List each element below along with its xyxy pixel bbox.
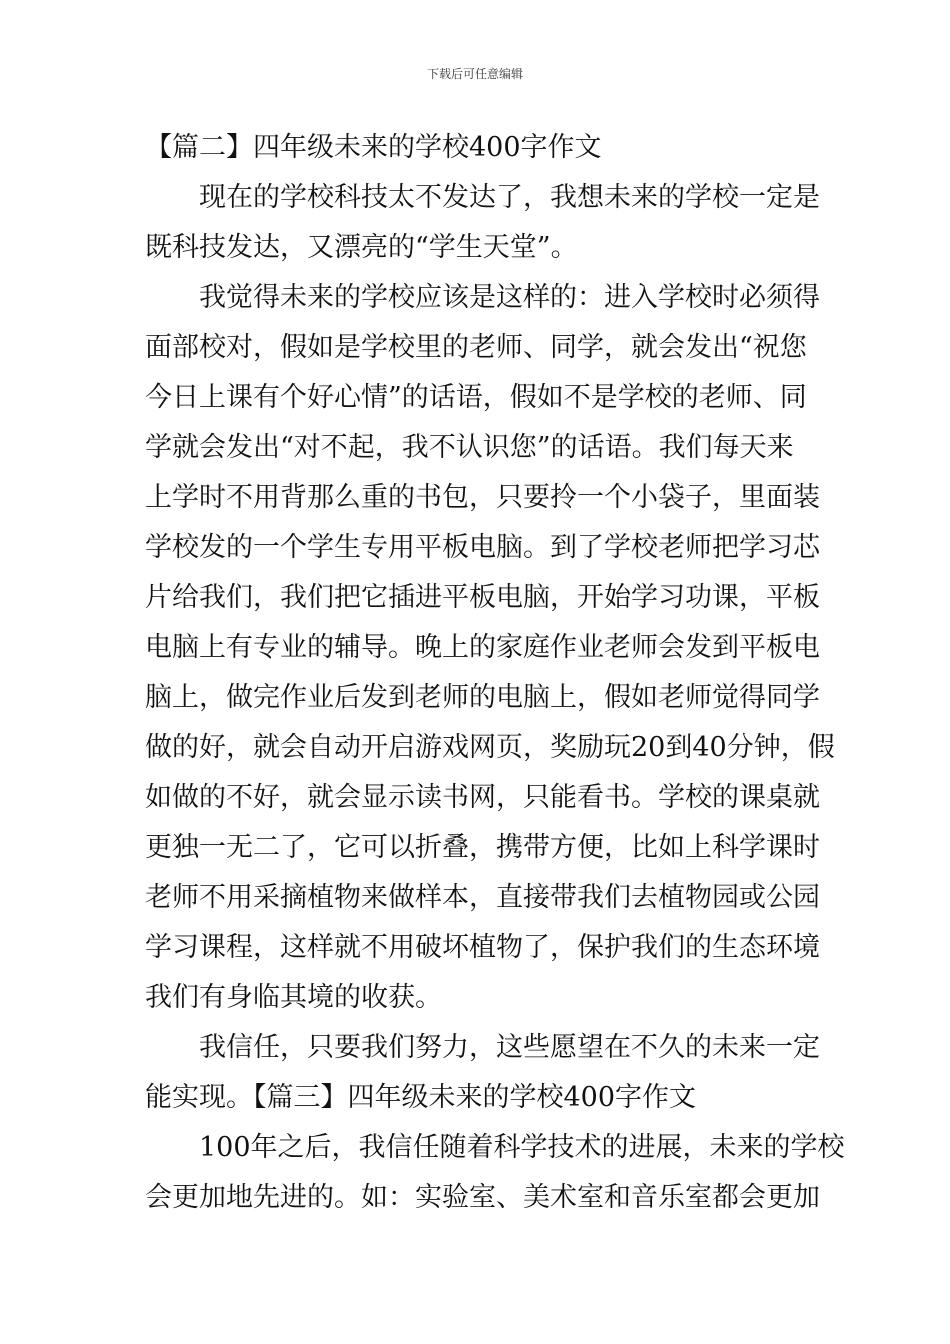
document-body [145, 123, 845, 1223]
paragraph-line: 现在的学校科技太不发达了，我想未来的学校一定是 [199, 182, 820, 213]
paragraph-line: 片给我们，我们把它插进平板电脑，开始学习功课，平板 [145, 582, 820, 613]
paragraph-line: 上学时不用背那么重的书包，只要拎一个小袋子，里面装 [145, 482, 820, 513]
paragraph-line: 会更加地先进的。如：实验室、美术室和音乐室都会更加 [145, 1182, 820, 1213]
paragraph-line: 既科技发达，又漂亮的“学生天堂”。 [145, 232, 578, 263]
paragraph-line: 脑上，做完作业后发到老师的电脑上，假如老师觉得同学 [145, 682, 820, 713]
paragraph-line: 做的好，就会自动开启游戏网页，奖励玩20到40分钟，假 [145, 732, 835, 763]
paragraph-line: 更独一无二了，它可以折叠，携带方便，比如上科学课时 [145, 832, 820, 863]
paragraph-line: 今日上课有个好心情”的话语，假如不是学校的老师、同 [145, 382, 807, 413]
paragraph-line: 我们有身临其境的收获。 [145, 982, 442, 1013]
paragraph-line: 电脑上有专业的辅导。晚上的家庭作业老师会发到平板电 [145, 632, 820, 663]
paragraph-line: 学校发的一个学生专用平板电脑。到了学校老师把学习芯 [145, 532, 820, 563]
page-header: 下载后可任意编辑 [426, 67, 523, 81]
paragraph-line: 面部校对，假如是学校里的老师、同学，就会发出“祝您 [145, 332, 807, 363]
paragraph-line: 我觉得未来的学校应该是这样的：进入学校时必须得 [199, 282, 820, 313]
paragraph-line: 老师不用采摘植物来做样本，直接带我们去植物园或公园 [145, 882, 820, 913]
paragraph-line: 我信任，只要我们努力，这些愿望在不久的未来一定 [199, 1032, 820, 1063]
heading-part-two: 【篇二】四年级未来的学校400字作文 [145, 132, 602, 163]
paragraph-line: 学习课程，这样就不用破坏植物了，保护我们的生态环境 [145, 932, 820, 963]
paragraph-line: 如做的不好，就会显示读书网，只能看书。学校的课桌就 [145, 782, 820, 813]
paragraph-line: 学就会发出“对不起，我不认识您”的话语。我们每天来 [145, 432, 794, 463]
paragraph-line: 100年之后，我信任随着科学技术的进展，未来的学校 [199, 1132, 845, 1163]
paragraph-line-with-heading-part-three: 能实现。【篇三】四年级未来的学校400字作文 [145, 1082, 697, 1113]
